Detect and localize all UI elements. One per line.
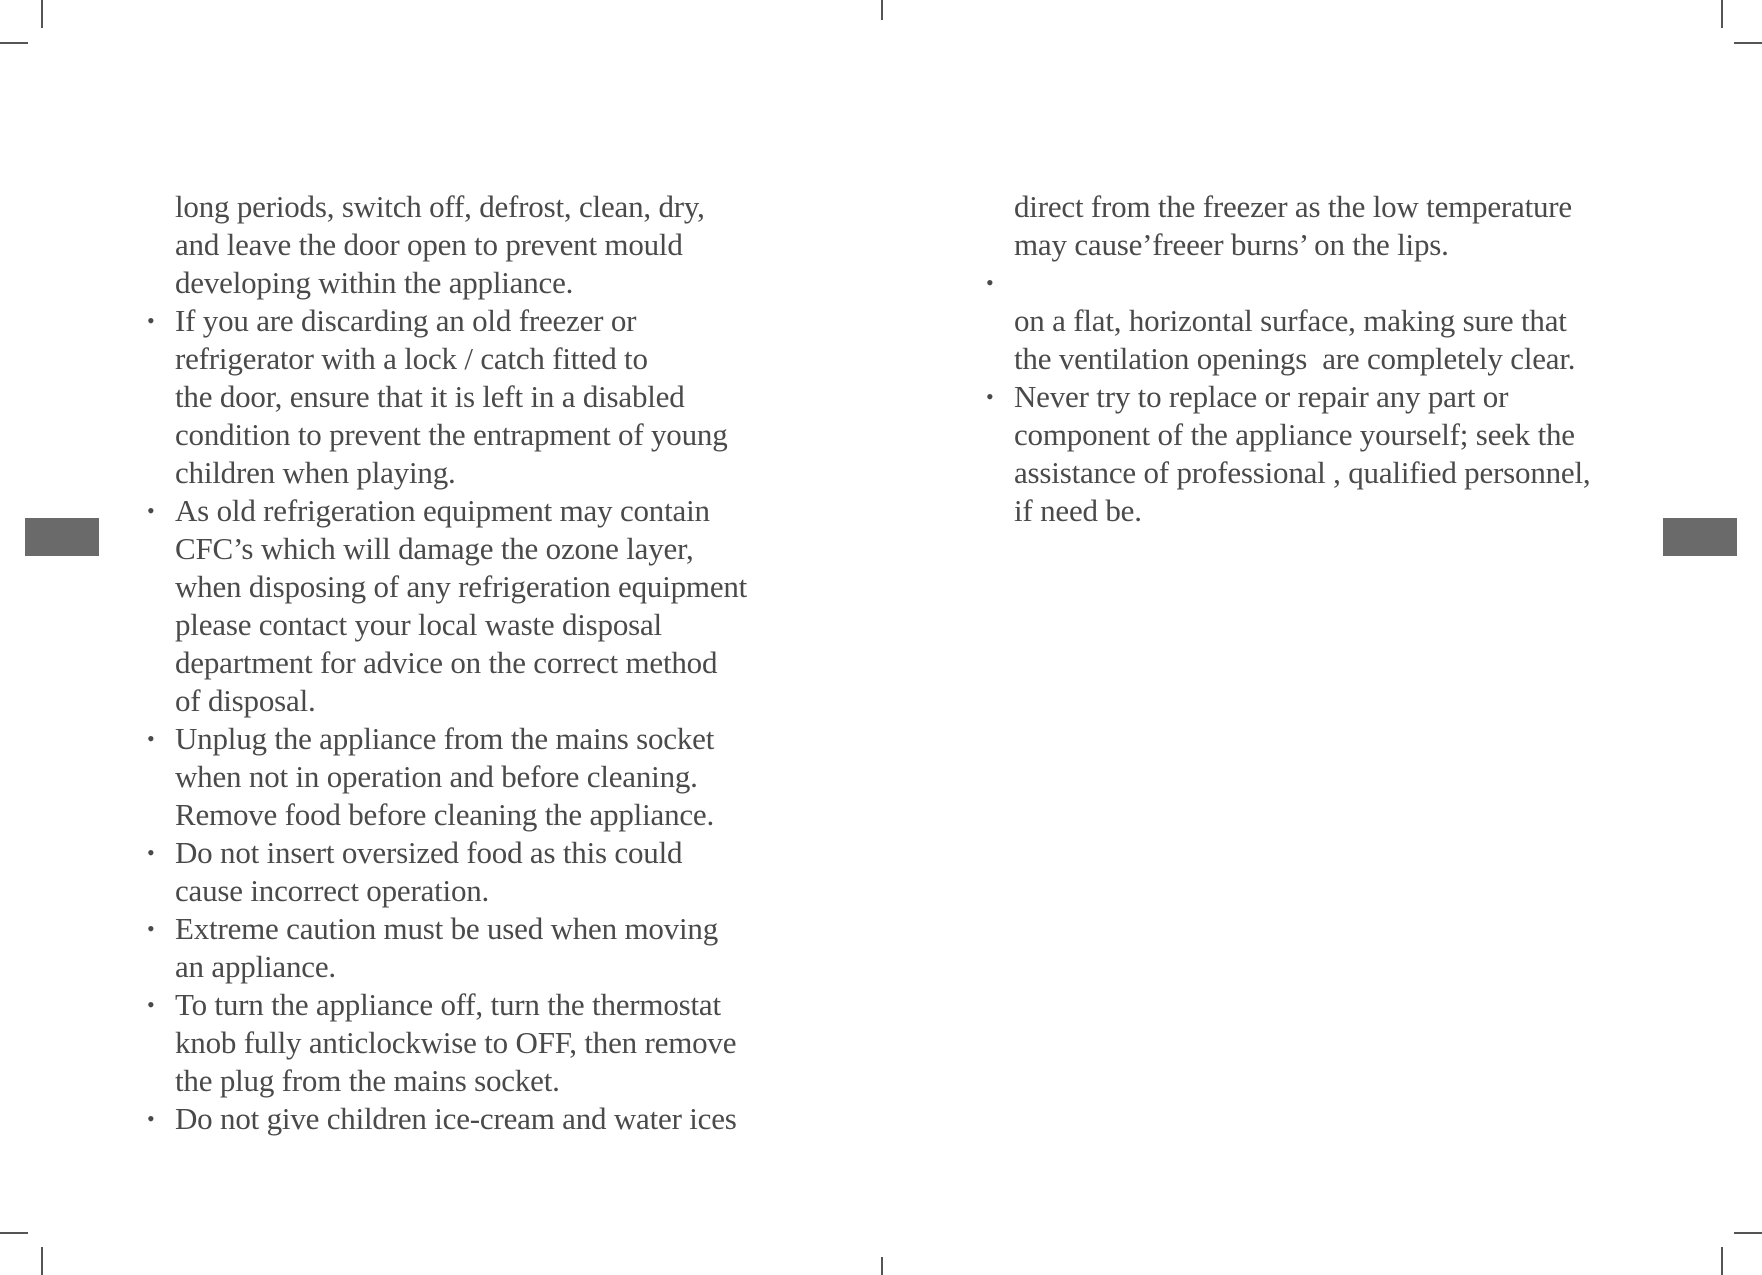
text-line: [147, 1024, 787, 1062]
line-text: of disposal.: [175, 683, 316, 718]
line-text: and leave the door open to prevent mould: [175, 227, 683, 262]
left-column: [147, 188, 787, 1138]
side-tab-right: [1663, 518, 1737, 556]
bullet-icon: •: [147, 1106, 155, 1131]
bullet-line: [986, 378, 1646, 416]
line-text: on a flat, horizontal surface, making sure that: [1014, 303, 1567, 338]
line-text: when disposing of any refrigeration equipment: [175, 569, 748, 604]
line-text: developing within the appliance.: [175, 265, 574, 300]
line-text: Remove food before cleaning the appliance.: [175, 797, 715, 832]
bullet-icon: •: [147, 916, 155, 941]
line-text: cause incorrect operation.: [175, 873, 490, 908]
line-text: the plug from the mains socket.: [175, 1063, 560, 1098]
bullet-icon: •: [147, 308, 155, 333]
right-column: [986, 188, 1646, 530]
bullet-icon: •: [986, 270, 994, 295]
crop-mark: [881, 0, 883, 20]
line-text: As old refrigeration equipment may contain: [175, 493, 710, 528]
bullet-icon: •: [147, 840, 155, 865]
bullet-icon: •: [986, 384, 994, 409]
bullet-icon: •: [147, 726, 155, 751]
crop-mark: [41, 1247, 43, 1275]
text-line: [986, 416, 1646, 454]
bullet-line: [147, 492, 787, 530]
bullet-line: [147, 910, 787, 948]
crop-mark: [1734, 42, 1762, 44]
line-text: knob fully anticlockwise to OFF, then remove: [175, 1025, 737, 1060]
text-line: [147, 378, 787, 416]
text-line: [147, 758, 787, 796]
text-line: [147, 226, 787, 264]
bullet-line: [147, 720, 787, 758]
text-line: [147, 568, 787, 606]
line-text: the ventilation openings are completely clear.: [1014, 341, 1576, 376]
line-text: assistance of professional , qualified personnel,: [1014, 455, 1591, 490]
text-line: [986, 492, 1646, 530]
line-text: If you are discarding an old freezer or: [175, 303, 637, 338]
line-text: if need be.: [1014, 493, 1142, 528]
bullet-line: [147, 834, 787, 872]
text-line: [147, 264, 787, 302]
text-line: [147, 682, 787, 720]
line-text: an appliance.: [175, 949, 336, 984]
bullet-line: [986, 264, 1646, 302]
text-line: [147, 872, 787, 910]
line-text: long periods, switch off, defrost, clean, dry,: [175, 189, 705, 224]
line-text: Never try to replace or repair any part or: [1014, 379, 1509, 414]
text-line: [147, 606, 787, 644]
line-text: when not in operation and before cleaning.: [175, 759, 698, 794]
line-text: Do not insert oversized food as this could: [175, 835, 683, 870]
crop-mark: [1721, 0, 1723, 28]
crop-mark: [1734, 1232, 1762, 1234]
crop-mark: [0, 42, 28, 44]
line-text: department for advice on the correct method: [175, 645, 718, 680]
line-text: component of the appliance yourself; seek the: [1014, 417, 1575, 452]
side-tab-left: [25, 518, 99, 556]
text-line: [147, 416, 787, 454]
crop-mark: [1721, 1247, 1723, 1275]
crop-mark: [41, 0, 43, 28]
line-text: refrigerator with a lock / catch fitted to: [175, 341, 648, 376]
line-text: children when playing.: [175, 455, 456, 490]
line-text: direct from the freezer as the low temperature: [1014, 189, 1572, 224]
line-text: the door, ensure that it is left in a disabled: [175, 379, 685, 414]
line-text: please contact your local waste disposal: [175, 607, 662, 642]
bullet-line: [147, 302, 787, 340]
text-line: [147, 188, 787, 226]
text-line: [986, 188, 1646, 226]
line-text: condition to prevent the entrapment of young: [175, 417, 728, 452]
crop-mark: [0, 1232, 28, 1234]
line-text: To turn the appliance off, turn the thermostat: [175, 987, 721, 1022]
text-line: [147, 340, 787, 378]
text-line: [986, 226, 1646, 264]
crop-mark: [881, 1257, 883, 1275]
line-text: may cause’freeer burns’ on the lips.: [1014, 227, 1449, 262]
bullet-line: [147, 1100, 787, 1138]
bullet-icon: •: [147, 992, 155, 1017]
line-text: Do not give children ice-cream and water ices: [175, 1101, 737, 1136]
text-line: [147, 644, 787, 682]
text-line: [986, 302, 1646, 340]
bullet-icon: •: [147, 498, 155, 523]
text-line: [147, 1062, 787, 1100]
line-text: Unplug the appliance from the mains socket: [175, 721, 715, 756]
text-line: [147, 948, 787, 986]
text-line: [147, 454, 787, 492]
line-text: Extreme caution must be used when moving: [175, 911, 718, 946]
text-line: [147, 530, 787, 568]
text-line: [986, 340, 1646, 378]
bullet-line: [147, 986, 787, 1024]
text-line: [986, 454, 1646, 492]
text-line: [147, 796, 787, 834]
line-text: CFC’s which will damage the ozone layer,: [175, 531, 694, 566]
